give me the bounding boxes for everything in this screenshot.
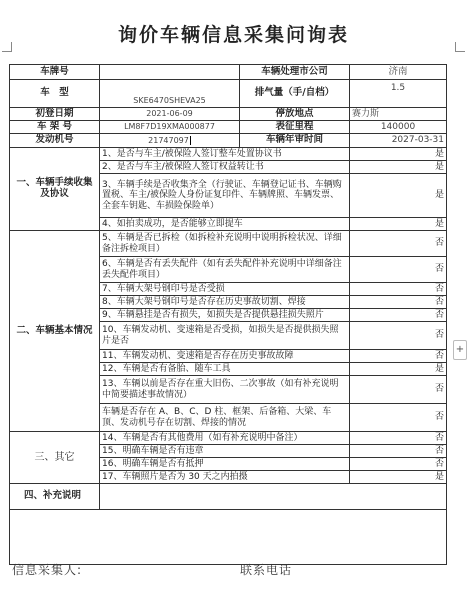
phone-label: 联系电话 bbox=[240, 563, 293, 577]
question-answer[interactable]: 否 bbox=[350, 376, 447, 404]
question-text: 12、车辆是否有备胎、随车工具 bbox=[100, 363, 350, 376]
question-answer[interactable]: 是 bbox=[350, 218, 447, 231]
question-answer[interactable]: 是 bbox=[350, 363, 447, 376]
model-label: 车 型 bbox=[10, 80, 100, 108]
question-text: 17、车辆照片是否为 30 天之内拍摄 bbox=[100, 471, 350, 484]
reg-date-label: 初登日期 bbox=[10, 108, 100, 121]
park-label: 停放地点 bbox=[240, 108, 350, 121]
section-4-label: 四、补充说明 bbox=[10, 484, 100, 510]
city-value[interactable]: 济南 bbox=[350, 65, 447, 80]
question-text: 7、车辆大架号钢印号是否受损 bbox=[100, 283, 350, 296]
supplement-row bbox=[10, 484, 447, 510]
section-1-label: 一、车辆手续收集及协议 bbox=[10, 148, 100, 231]
expand-plus-icon[interactable]: + bbox=[453, 340, 467, 360]
question-answer[interactable]: 否 bbox=[350, 296, 447, 309]
question-text: 9、车辆悬挂是否有损失，如损失是否提供悬挂损失照片 bbox=[100, 309, 350, 322]
question-row bbox=[10, 231, 447, 257]
question-answer[interactable]: 否 bbox=[350, 350, 447, 363]
question-answer[interactable]: 否 bbox=[350, 404, 447, 432]
question-text: 8、车辆大架号钢印号是否存在历史事故切割、焊接 bbox=[100, 296, 350, 309]
vin-value[interactable]: LM8F7D19XMA000877 bbox=[100, 121, 240, 134]
section-2-label: 二、车辆基本情况 bbox=[10, 231, 100, 432]
row-reg-date bbox=[10, 108, 447, 121]
question-text: 1、是否与车主/被保险人签订整车处置协议书 bbox=[100, 148, 350, 161]
page-corner-mark-right bbox=[455, 42, 465, 52]
question-answer[interactable]: 是 bbox=[350, 161, 447, 174]
inspection-label: 车辆年审时间 bbox=[240, 134, 350, 148]
mileage-value[interactable]: 140000 bbox=[350, 121, 447, 134]
question-answer[interactable]: 是 bbox=[350, 148, 447, 161]
question-answer[interactable]: 是 bbox=[350, 471, 447, 484]
text-cursor bbox=[190, 136, 191, 145]
plate-label: 车牌号 bbox=[10, 65, 100, 80]
displacement-label: 排气量（手/自档） bbox=[240, 80, 350, 108]
model-value[interactable]: SKE6470SHEVA25 bbox=[100, 80, 240, 108]
vin-label: 车 架 号 bbox=[10, 121, 100, 134]
row-engine bbox=[10, 134, 447, 148]
question-text: 2、是否与车主/被保险人签订权益转让书 bbox=[100, 161, 350, 174]
question-text: 4、如拍卖成功，是否能够立即提车 bbox=[100, 218, 350, 231]
question-answer[interactable]: 否 bbox=[350, 283, 447, 296]
question-text: 14、车辆是否有其他费用（如有补充说明中备注） bbox=[100, 432, 350, 445]
plate-value[interactable] bbox=[100, 65, 240, 80]
engine-value: 21747097 bbox=[148, 135, 189, 145]
question-answer[interactable]: 否 bbox=[350, 257, 447, 283]
question-text: 13、车辆以前是否存在重大旧伤、二次事故（如有补充说明中简要描述事故情况） bbox=[100, 376, 350, 404]
row-vin bbox=[10, 121, 447, 134]
page-title: 询价车辆信息采集问询表 bbox=[117, 24, 349, 46]
question-text: 6、车辆是否有丢失配件（如有丢失配件补充说明中详细备注丢失配件项目） bbox=[100, 257, 350, 283]
question-text: 3、车辆手续是否收集齐全（行驶证、车辆登记证书、车辆购置税、车主/被保险人身份证复印件、车辆牌照、车辆发票、全套车钥匙、车损险保险单） bbox=[100, 174, 350, 218]
reg-date-value[interactable]: 2021-06-09 bbox=[100, 108, 240, 121]
page-corner-mark-left bbox=[2, 42, 12, 52]
engine-value-cell[interactable] bbox=[100, 134, 240, 148]
park-value[interactable]: 赛力斯 bbox=[350, 108, 447, 121]
footer-row bbox=[10, 510, 447, 565]
question-text: 10、车辆发动机、变速箱是否受损，如损失是否提供损失照片是否 bbox=[100, 322, 350, 350]
question-answer[interactable]: 是 bbox=[350, 174, 447, 218]
question-text: 车辆是否存在 A、B、C、D 柱、框架、后备箱、大梁、车顶、发动机号存在切割、焊接的情况 bbox=[100, 404, 350, 432]
engine-label: 发动机号 bbox=[10, 134, 100, 148]
row-plate bbox=[10, 65, 447, 80]
mileage-label: 表征里程 bbox=[240, 121, 350, 134]
question-row bbox=[10, 148, 447, 161]
question-text: 11、车辆发动机、变速箱是否存在历史事故故障 bbox=[100, 350, 350, 363]
question-answer[interactable]: 否 bbox=[350, 322, 447, 350]
displacement-value[interactable]: 1.5 bbox=[350, 80, 447, 108]
footer-area bbox=[10, 510, 447, 565]
question-text: 5、车辆是否已拆检（如拆检补充说明中说明拆检状况、详细备注拆检项目） bbox=[100, 231, 350, 257]
inspection-value[interactable]: 2027-03-31 bbox=[350, 134, 447, 148]
question-answer[interactable]: 否 bbox=[350, 432, 447, 445]
section-3-label: 三、其它 bbox=[10, 432, 100, 484]
inquiry-form-table bbox=[9, 64, 447, 565]
question-text: 15、明确车辆是否有违章 bbox=[100, 445, 350, 458]
question-text: 16、明确车辆是否有抵押 bbox=[100, 458, 350, 471]
collector-label: 信息采集人: bbox=[12, 563, 83, 577]
question-answer[interactable]: 否 bbox=[350, 309, 447, 322]
row-model bbox=[10, 80, 447, 108]
question-answer[interactable]: 否 bbox=[350, 231, 447, 257]
question-answer[interactable]: 否 bbox=[350, 445, 447, 458]
supplement-value[interactable] bbox=[100, 484, 447, 510]
question-row bbox=[10, 432, 447, 445]
question-answer[interactable]: 否 bbox=[350, 458, 447, 471]
city-label: 车辆处理市公司 bbox=[240, 65, 350, 80]
